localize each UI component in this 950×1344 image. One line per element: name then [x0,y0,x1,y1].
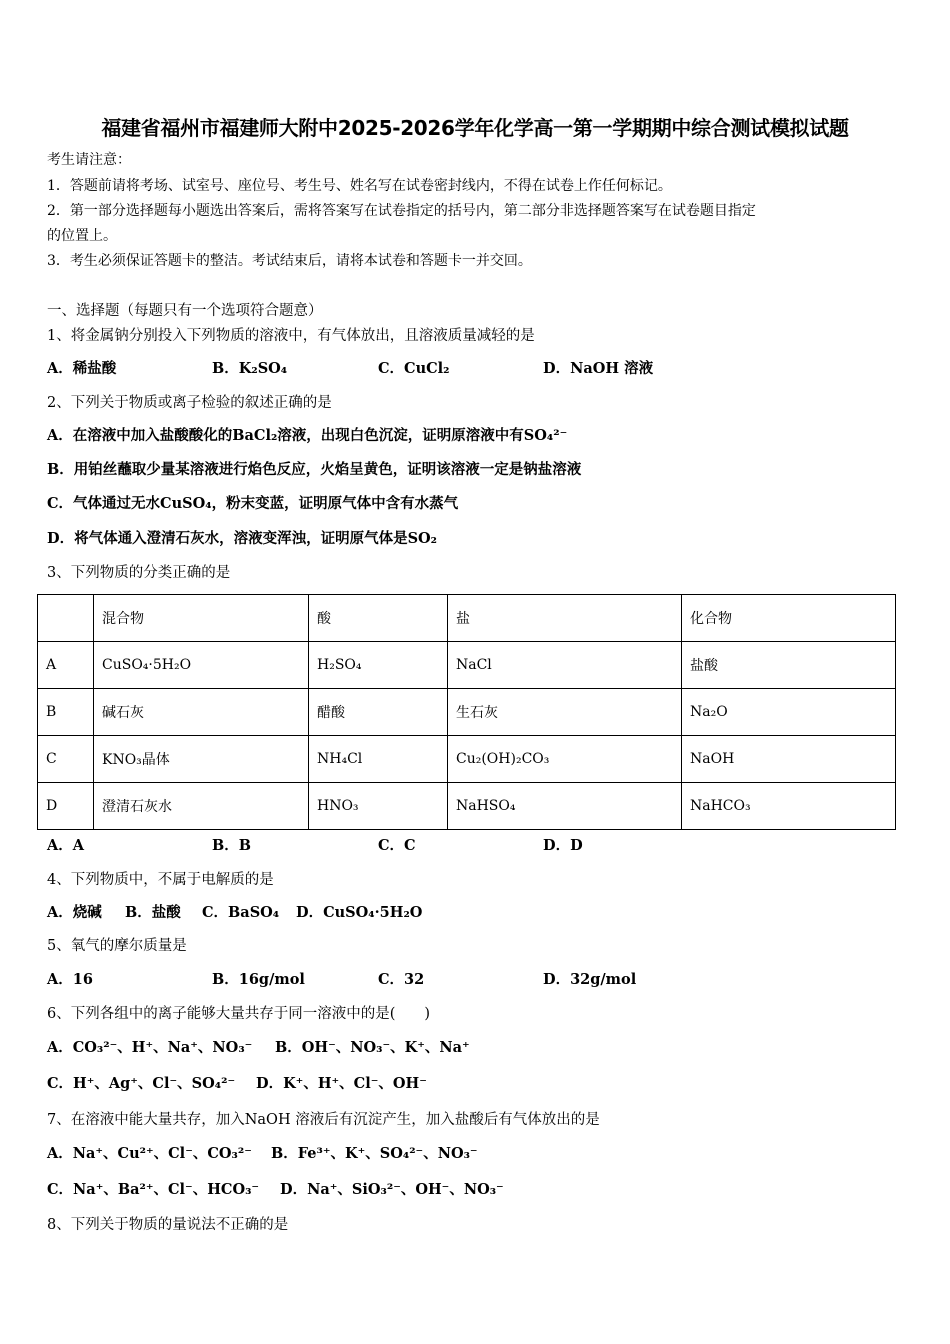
table-cell: HNO₃ [309,783,448,830]
option-a: A．A [47,837,85,854]
table-cell: A [38,642,94,689]
question-stem: 8、下列关于物质的量说法不正确的是 [47,1217,289,1233]
page-title: 福建省福州市福建师大附中2025-2026学年化学高一第一学期期中综合测试模拟试题 [101,116,849,140]
table-cell: NaHSO₄ [448,783,682,830]
option-c: C．Na⁺、Ba²⁺、Cl⁻、HCO₃⁻ [47,1181,260,1198]
table-cell: CuSO₄·5H₂O [94,642,309,689]
option-a: A．16 [47,971,93,988]
question-stem: 4、下列物质中，不属于电解质的是 [47,872,274,888]
notice-item: 1．答题前请将考场、试室号、座位号、考生号、姓名写在试卷密封线内，不得在试卷上作任何标记。 [47,178,672,194]
table-cell: C [38,736,94,783]
table-row [38,736,896,783]
option-c: C．C [378,837,416,854]
table-cell: 生石灰 [448,689,682,736]
option-b: B．盐酸 [125,904,181,921]
table-header-row [38,595,896,642]
question-stem: 5、氧气的摩尔质量是 [47,938,187,954]
option-c: C．BaSO₄ [202,904,280,921]
question-stem: 1、将金属钠分别投入下列物质的溶液中，有气体放出，且溶液质量减轻的是 [47,328,535,344]
question-stem: 3、下列物质的分类正确的是 [47,565,231,581]
table-cell: D [38,783,94,830]
option-c: C．H⁺、Ag⁺、Cl⁻、SO₄²⁻ [47,1075,236,1092]
option-d: D．NaOH 溶液 [543,360,654,377]
question-stem: 7、在溶液中能大量共存，加入NaOH 溶液后有沉淀产生，加入盐酸后有气体放出的是 [47,1112,600,1128]
option-a: A．Na⁺、Cu²⁺、Cl⁻、CO₃²⁻ [47,1145,252,1162]
option-c: C．CuCl₂ [378,360,450,377]
option-b: B．K₂SO₄ [212,360,288,377]
option-a: A．在溶液中加入盐酸酸化的BaCl₂溶液，出现白色沉淀，证明原溶液中有SO₄²⁻ [47,427,568,444]
question-stem: 6、下列各组中的离子能够大量共存于同一溶液中的是( ) [47,1006,431,1022]
option-a: A．烧碱 [47,904,102,921]
table-row [38,783,896,830]
table-header: 化合物 [682,595,896,642]
table-cell: 澄清石灰水 [94,783,309,830]
table-cell: NaHCO₃ [682,783,896,830]
option-d: D．D [543,837,583,854]
option-d: D．将气体通入澄清石灰水，溶液变浑浊，证明原气体是SO₂ [47,530,438,547]
table-cell: NH₄Cl [309,736,448,783]
option-d: D．K⁺、H⁺、Cl⁻、OH⁻ [256,1075,427,1092]
table-cell: KNO₃晶体 [94,736,309,783]
notice-item: 3．考生必须保证答题卡的整洁。考试结束后，请将本试卷和答题卡一并交回。 [47,253,532,269]
table-cell: 醋酸 [309,689,448,736]
table-row [38,642,896,689]
notice-item: 的位置上。 [47,228,117,244]
table-cell: B [38,689,94,736]
table-cell: 盐酸 [682,642,896,689]
option-d: D．Na⁺、SiO₃²⁻、OH⁻、NO₃⁻ [280,1181,504,1198]
option-b: B．OH⁻、NO₃⁻、K⁺、Na⁺ [275,1039,470,1056]
option-a: A．稀盐酸 [47,360,117,377]
notice-item: 2．第一部分选择题每小题选出答案后，需将答案写在试卷指定的括号内，第二部分非选择题答案写在试卷题目指定 [47,203,756,219]
option-c: C．32 [378,971,425,988]
option-a: A．CO₃²⁻、H⁺、Na⁺、NO₃⁻ [47,1039,253,1056]
option-c: C．气体通过无水CuSO₄，粉末变蓝，证明原气体中含有水蒸气 [47,495,459,512]
notice-heading: 考生请注意： [47,152,131,168]
option-b: B．用铂丝蘸取少量某溶液进行焰色反应，火焰呈黄色，证明该溶液一定是钠盐溶液 [47,461,582,478]
section-heading: 一、选择题（每题只有一个选项符合题意） [47,303,323,319]
table-header: 混合物 [94,595,309,642]
table-cell: Na₂O [682,689,896,736]
option-b: B．B [212,837,252,854]
table-header: 盐 [448,595,682,642]
table-cell: 碱石灰 [94,689,309,736]
question-stem: 2、下列关于物质或离子检验的叙述正确的是 [47,395,332,411]
table-cell: NaOH [682,736,896,783]
table-cell: NaCl [448,642,682,689]
option-d: D．32g/mol [543,971,637,988]
option-d: D．CuSO₄·5H₂O [296,904,423,921]
classification-table [37,594,896,830]
table-row [38,689,896,736]
table-cell [38,595,94,642]
option-b: B．16g/mol [212,971,305,988]
table-header: 酸 [309,595,448,642]
option-b: B．Fe³⁺、K⁺、SO₄²⁻、NO₃⁻ [271,1145,478,1162]
table-cell: H₂SO₄ [309,642,448,689]
table-cell: Cu₂(OH)₂CO₃ [448,736,682,783]
